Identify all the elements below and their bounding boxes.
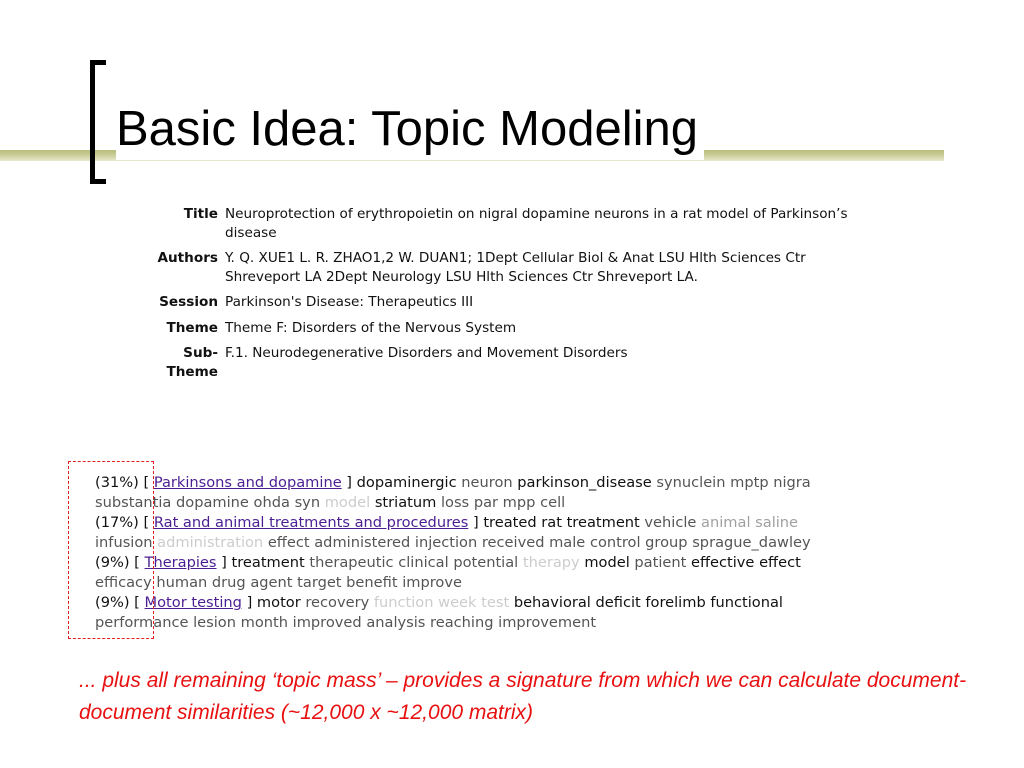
topic-word: potential <box>453 554 519 571</box>
topic-word: target <box>297 574 342 591</box>
topic-row <box>95 613 925 633</box>
topic-word: efficacy <box>95 574 152 591</box>
topic-word: loss <box>440 494 470 511</box>
topic-word: effective <box>690 554 755 571</box>
topic-row <box>95 493 925 513</box>
topic-word: performance <box>95 614 189 631</box>
topic-word: therapeutic <box>309 554 394 571</box>
topic-link[interactable]: Rat and animal treatments and procedures <box>153 514 469 531</box>
topic-word: treatment <box>566 514 640 531</box>
topic-word: striatum <box>374 494 437 511</box>
meta-row-subtheme <box>140 344 860 381</box>
topic-word: improved <box>292 614 362 631</box>
topic-word: sprague_dawley <box>692 534 811 551</box>
topic-word: improvement <box>498 614 597 631</box>
topic-word: injection <box>414 534 478 551</box>
topic-word: mptp <box>730 474 769 491</box>
topic-word: month <box>240 614 288 631</box>
topic-word: patient <box>634 554 687 571</box>
topic-word: administration <box>157 534 264 551</box>
topic-word: cell <box>540 494 566 511</box>
topic-word: clinical <box>398 554 449 571</box>
topic-word: group <box>645 534 688 551</box>
topic-mixture-list <box>95 473 925 633</box>
topic-word: improve <box>402 574 462 591</box>
topic-word: functional <box>710 594 783 611</box>
topic-word: administered <box>314 534 411 551</box>
meta-label: Theme <box>166 319 218 336</box>
meta-label: Authors <box>157 250 218 266</box>
topic-word: deficit <box>595 594 641 611</box>
topic-link[interactable]: Therapies <box>144 554 217 571</box>
topic-word: dopaminergic <box>356 474 457 491</box>
topic-word: behavioral <box>513 594 591 611</box>
topic-word: ohda <box>253 494 290 511</box>
topic-row <box>95 533 925 553</box>
title-bracket-decoration <box>90 60 106 184</box>
topic-percentage: (31%) <box>95 474 139 491</box>
topic-word: substantia <box>95 494 172 511</box>
topic-word: parkinson_disease <box>517 474 652 491</box>
topic-word: syn <box>294 494 321 511</box>
topic-word: mpp <box>502 494 536 511</box>
topic-percentage: (9%) <box>95 554 130 571</box>
topic-word: treated <box>483 514 537 531</box>
slide-title: Basic Idea: Topic Modeling <box>116 98 704 160</box>
topic-word: model <box>324 494 371 511</box>
topic-row: (31%) [ Parkinsons and dopamine ] dopaminergic neuron parkinson_disease synuclein mptp nigra <box>95 474 811 491</box>
topic-word: effect <box>267 534 310 551</box>
topic-row: (17%) [ Rat and animal treatments and procedures ] treated rat treatment vehicle animal saline <box>95 514 799 531</box>
topic-row: (9%) [ Therapies ] treatment therapeutic clinical potential therapy model patient effective effect <box>95 554 801 571</box>
meta-label: Session <box>159 294 218 310</box>
meta-row-authors <box>140 249 860 286</box>
topic-word: reaching <box>430 614 494 631</box>
topic-word: par <box>473 494 499 511</box>
topic-word: week <box>438 594 477 611</box>
topic-word: animal <box>701 514 751 531</box>
topic-word: infusion <box>95 534 153 551</box>
topic-percentage: (9%) <box>95 594 130 611</box>
topic-word: male <box>549 534 586 551</box>
abstract-metadata <box>140 205 860 388</box>
meta-value: F.1. Neurodegenerative Disorders and Movement Disorders <box>225 345 628 361</box>
topic-word: forelimb <box>645 594 706 611</box>
topic-word: motor <box>256 594 301 611</box>
topic-word: saline <box>755 514 799 531</box>
topic-word: effect <box>759 554 801 571</box>
meta-row-session <box>140 293 860 312</box>
topic-word: treatment <box>231 554 305 571</box>
topic-word: therapy <box>522 554 580 571</box>
meta-value: Y. Q. XUE1 L. R. ZHAO1,2 W. DUAN1; 1Dept Cellular Biol & Anat LSU Hlth Sciences Ctr Shreveport LA 2Dept Neurology LSU Hlth Sciences Ctr Shreveport LA. <box>225 250 806 285</box>
topic-row: (9%) [ Motor testing ] motor recovery function week test behavioral deficit forelimb functional <box>95 594 783 611</box>
topic-word: rat <box>541 514 562 531</box>
topic-word: benefit <box>346 574 398 591</box>
topic-word: control <box>589 534 641 551</box>
topic-word: agent <box>250 574 293 591</box>
topic-word: recovery <box>305 594 370 611</box>
meta-row-title <box>140 205 860 242</box>
topic-word: function <box>373 594 434 611</box>
topic-word: received <box>481 534 545 551</box>
meta-label: Title <box>183 206 218 222</box>
topic-row <box>95 573 925 593</box>
meta-label: Sub-Theme <box>166 345 218 380</box>
topic-word: neuron <box>461 474 513 491</box>
topic-word: drug <box>211 574 246 591</box>
meta-row-theme <box>140 319 860 338</box>
topic-word: nigra <box>773 474 811 491</box>
topic-percentage: (17%) <box>95 514 139 531</box>
topic-link[interactable]: Motor testing <box>144 594 242 611</box>
meta-value: Theme F: Disorders of the Nervous System <box>225 319 517 336</box>
topic-word: test <box>481 594 510 611</box>
topic-word: vehicle <box>644 514 697 531</box>
topic-link[interactable]: Parkinsons and dopamine <box>153 474 342 491</box>
slide-note: ... plus all remaining ‘topic mass’ – provides a signature from which we can calculate document-document similarities (~12,000 x ~12,000 matrix) <box>79 669 967 724</box>
meta-value: Neuroprotection of erythropoietin on nigral dopamine neurons in a rat model of Parkinson’s disease <box>225 206 848 241</box>
topic-word: human <box>156 574 208 591</box>
topic-word: model <box>584 554 630 571</box>
topic-word: lesion <box>193 614 236 631</box>
meta-value: Parkinson's Disease: Therapeutics III <box>225 294 474 310</box>
topic-word: synuclein <box>656 474 726 491</box>
topic-word: dopamine <box>176 494 249 511</box>
topic-word: analysis <box>366 614 426 631</box>
